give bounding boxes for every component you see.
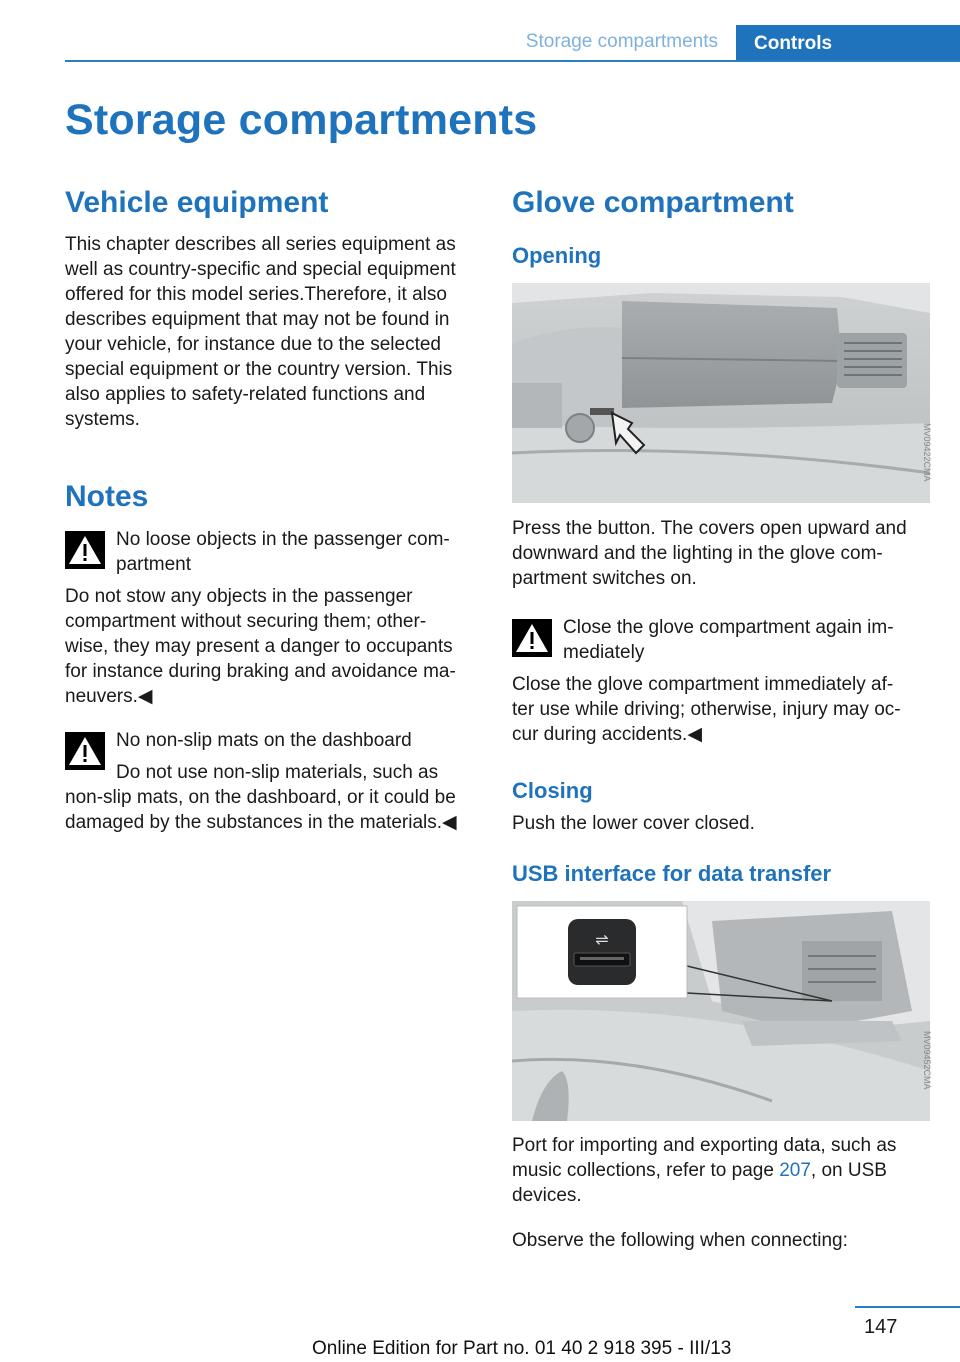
vehicle-equipment-heading: Vehicle equipment	[65, 186, 329, 219]
observe-text: Observe the following when connecting:	[512, 1230, 848, 1251]
header-rule	[65, 60, 960, 62]
warning-loose-objects-body: Do not stow any objects in the passenger compartment without securing them; other- wise, they may present a danger to occupants for instance during braking and avoidance ma- neuvers.◀	[65, 586, 456, 707]
image-code-2: MV09452CMA	[922, 1031, 932, 1090]
usb-heading: USB interface for data transfer	[512, 861, 832, 886]
warning-icon	[512, 619, 552, 657]
usb-port-text: Port for importing and exporting data, such as music collections, refer to page 207, on USB devices.	[512, 1135, 897, 1206]
opening-heading: Opening	[512, 243, 602, 268]
page-207-link[interactable]: 207	[779, 1160, 811, 1181]
header-chapter-tab[interactable]: Controls	[736, 25, 960, 62]
header-section-title: Storage compartments	[525, 31, 718, 52]
closing-heading: Closing	[512, 778, 593, 803]
vehicle-equipment-text: This chapter describes all series equipment as well as country-specific and special equipment offered for this model series.Therefore, it also describes equipment that may not be found in your vehicle, for instance due to the selected special equipment or the country version. This also applies to safety-related functions and systems.	[65, 234, 456, 430]
warning-non-slip-title: No non-slip mats on the dashboard	[116, 730, 412, 751]
page-number: 147	[864, 1316, 898, 1338]
page-title: Storage compartments	[65, 96, 538, 144]
footer-edition: Online Edition for Part no. 01 40 2 918 395 - III/13	[312, 1338, 732, 1359]
warning-loose-objects-title: No loose objects in the passenger com- partment	[116, 529, 450, 575]
glove-compartment-heading: Glove compartment	[512, 186, 794, 219]
svg-text:⇌: ⇌	[595, 930, 609, 949]
footer-rule	[855, 1306, 960, 1308]
press-button-text: Press the button. The covers open upward and downward and the lighting in the glove com- partment switches on.	[512, 518, 907, 589]
closing-text: Push the lower cover closed.	[512, 813, 755, 834]
notes-heading: Notes	[65, 480, 149, 513]
warning-icon	[65, 531, 105, 569]
warning-non-slip-body: Do not use non-slip materials, such as non-slip mats, on the dashboard, or it could be damaged by the substances in the materials.◀	[65, 762, 457, 833]
image-code-1: MV09422CMA	[922, 423, 932, 482]
warning-close-title: Close the glove compartment again im- mediately	[563, 617, 894, 663]
glove-compartment-photo	[512, 283, 930, 503]
warning-close-body: Close the glove compartment immediately af- ter use while driving; otherwise, injury may oc- cur during accidents.◀	[512, 674, 901, 745]
usb-interface-photo	[512, 901, 930, 1121]
